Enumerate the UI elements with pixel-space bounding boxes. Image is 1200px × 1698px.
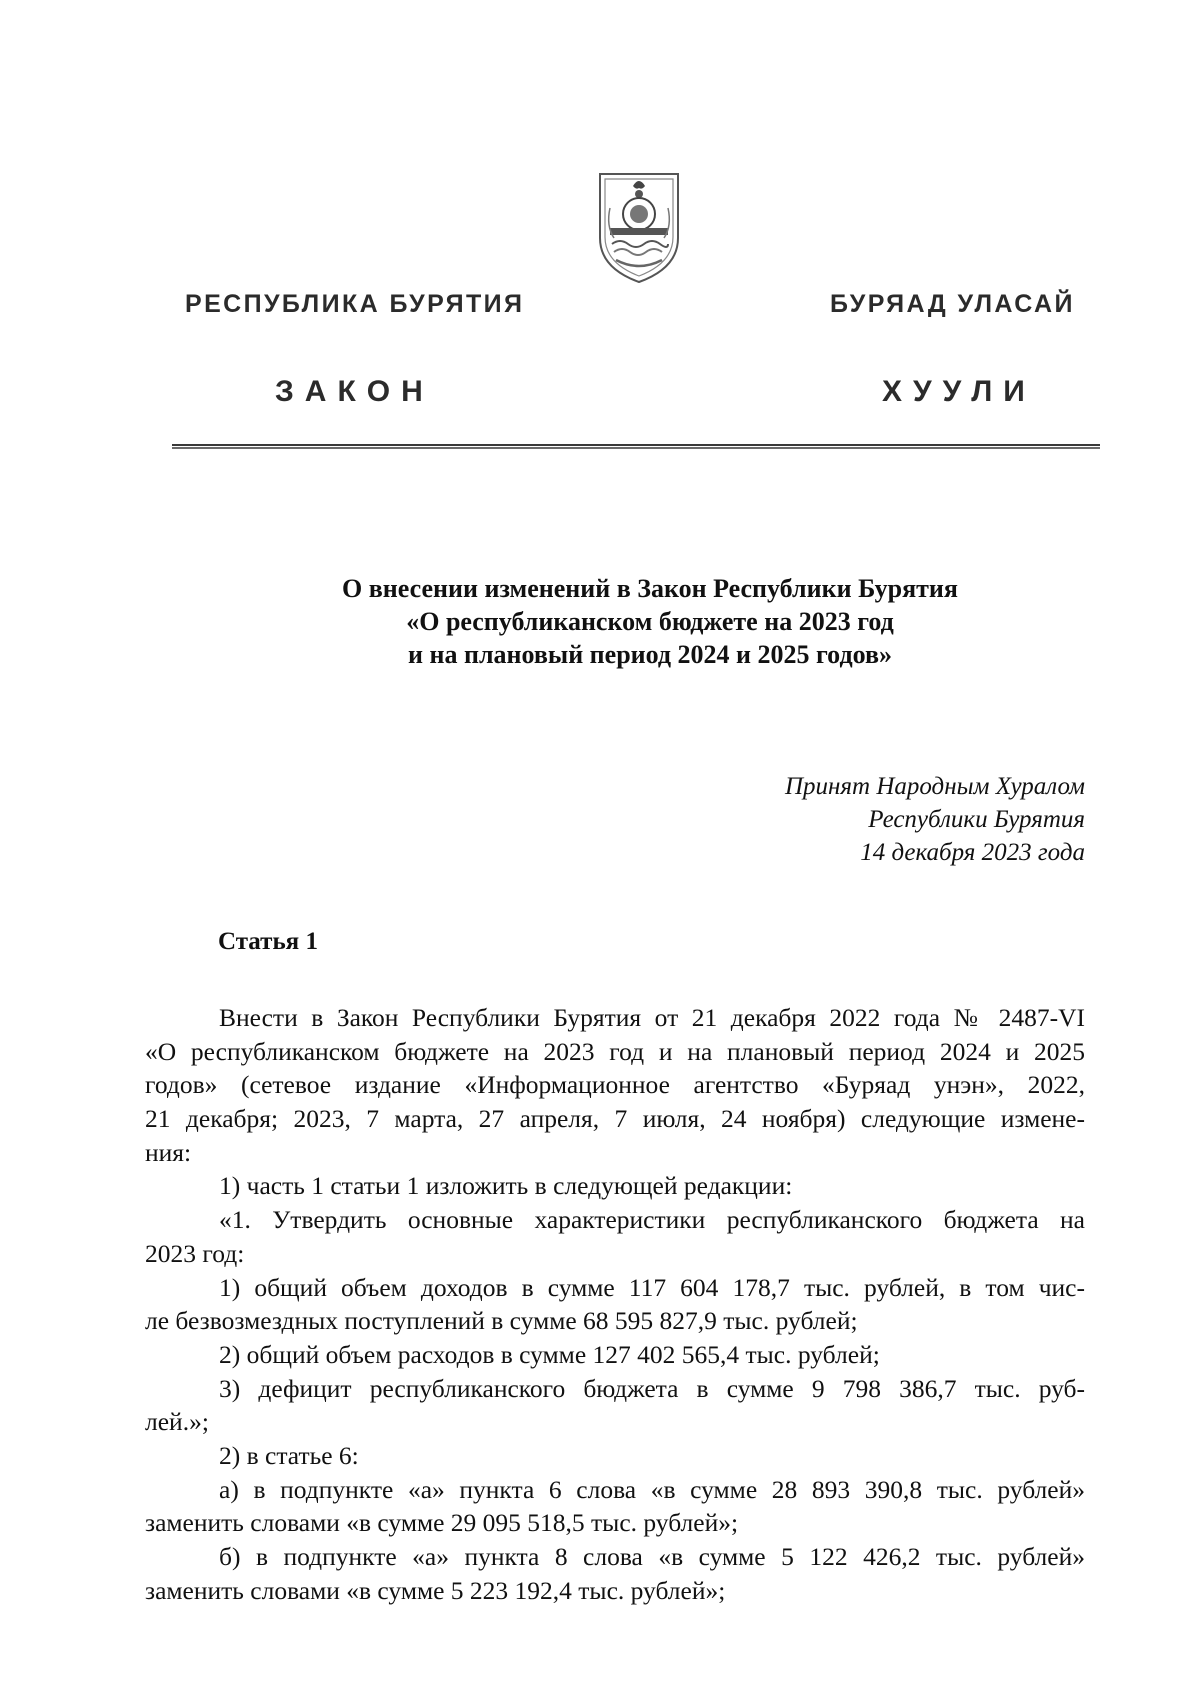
body-line: заменить словами «в сумме 5 223 192,4 тыс. рублей»; xyxy=(145,1575,726,1605)
body-line: 1) часть 1 статьи 1 изложить в следующей редакции: xyxy=(219,1171,793,1201)
body-line: Внести в Закон Республики Бурятия от 21 декабря 2022 года № 2487-VI xyxy=(219,1003,1085,1032)
header-right-doc-type: ХУУЛИ xyxy=(882,375,1036,408)
body-line: 3) дефицит республиканского бюджета в сумме 9 798 386,7 тыс. руб- xyxy=(219,1373,1085,1403)
body-line: б) в подпункте «а» пункта 8 слова «в сумме 5 122 426,2 тыс. рублей» xyxy=(219,1542,1085,1571)
title-line: и на плановый период 2024 и 2025 годов» xyxy=(408,640,892,669)
article-body xyxy=(145,1001,1085,1607)
adoption-line: Принят Народным Хуралом xyxy=(784,773,1085,800)
adoption-date: 14 декабря 2023 года xyxy=(860,839,1085,866)
title-line: «О республиканском бюджете на 2023 год xyxy=(406,607,894,636)
body-line: ния: xyxy=(145,1137,192,1167)
title-line: О внесении изменений в Закон Республики Бурятия xyxy=(342,574,958,603)
body-line: 2) общий объем расходов в сумме 127 402 565,4 тыс. рублей; xyxy=(219,1339,880,1369)
header-divider xyxy=(172,444,1100,450)
body-line: 2) в статье 6: xyxy=(219,1440,359,1470)
adoption-line: Республики Бурятия xyxy=(868,806,1085,833)
body-line: 1) общий объем доходов в сумме 117 604 178,7 тыс. рублей, в том чис- xyxy=(219,1272,1085,1302)
body-line: годов» (сетевое издание «Информационное агентство «Буряад унэн», 2022, xyxy=(145,1070,1085,1100)
header-left-doc-type: ЗАКОН xyxy=(275,375,434,408)
header-right-name: БУРЯАД УЛАСАЙ xyxy=(830,290,1075,318)
body-line: лей.»; xyxy=(145,1407,209,1437)
document-title xyxy=(200,572,1100,671)
coat-of-arms-icon xyxy=(596,168,682,286)
header-left-name: РЕСПУБЛИКА БУРЯТИЯ xyxy=(185,290,525,318)
body-line: ле безвозмездных поступлений в сумме 68 595 827,9 тыс. рублей; xyxy=(145,1306,858,1336)
body-line: 2023 год: xyxy=(145,1238,245,1268)
article-heading: Статья 1 xyxy=(218,928,318,955)
body-line: заменить словами «в сумме 29 095 518,5 тыс. рублей»; xyxy=(145,1508,739,1538)
body-line: 21 декабря; 2023, 7 марта, 27 апреля, 7 июля, 24 ноября) следующие измене- xyxy=(145,1104,1085,1134)
body-line: «О республиканском бюджете на 2023 год и на плановый период 2024 и 2025 xyxy=(145,1036,1085,1066)
body-line: «1. Утвердить основные характеристики республиканского бюджета на xyxy=(219,1205,1085,1235)
body-line: а) в подпункте «а» пункта 6 слова «в сумме 28 893 390,8 тыс. рублей» xyxy=(219,1474,1085,1504)
adoption-note xyxy=(600,770,1085,869)
